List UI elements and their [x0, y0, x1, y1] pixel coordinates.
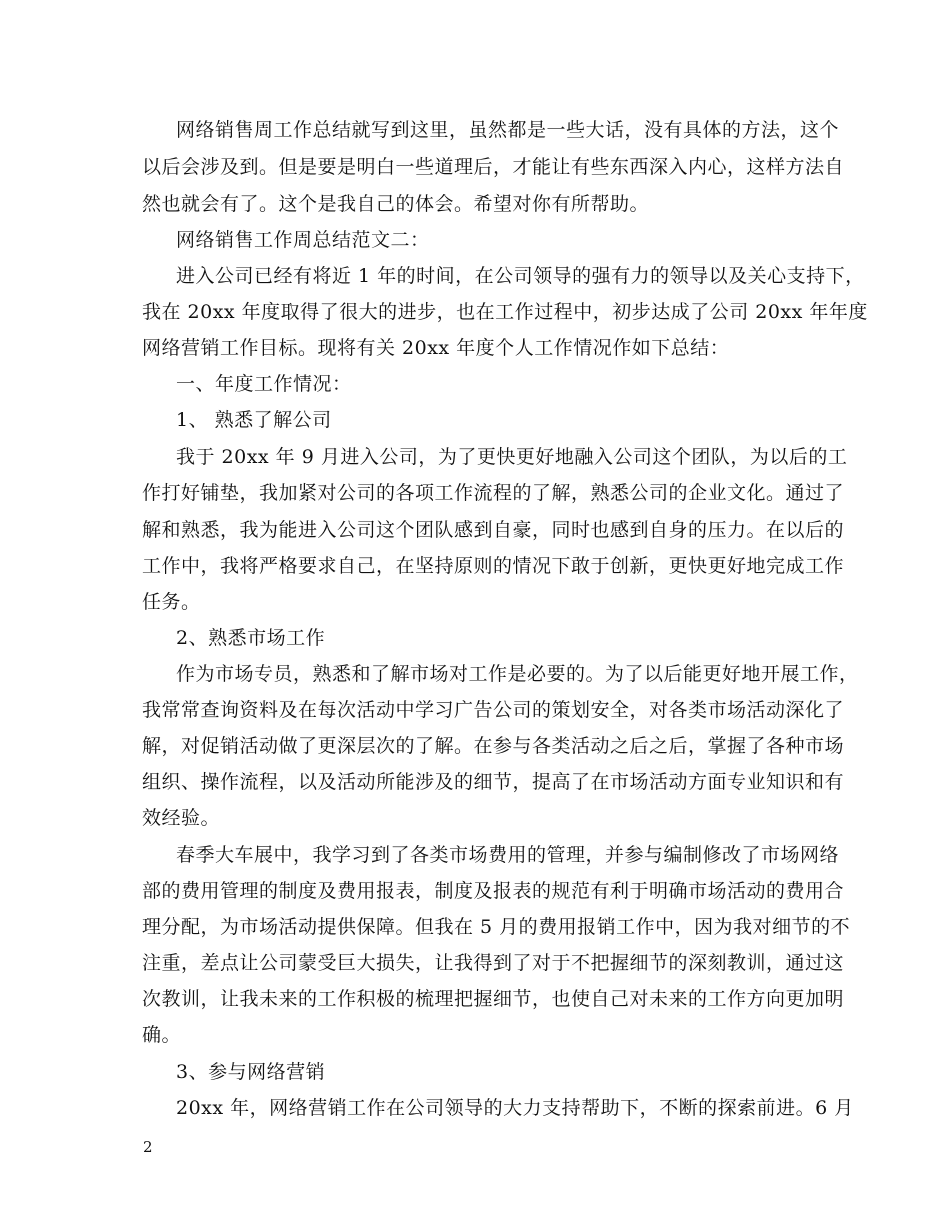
- subsection-heading: 1、 熟悉了解公司: [176, 409, 332, 431]
- subsection-heading: 3、参与网络营销: [176, 1061, 326, 1083]
- paragraph-line: 我常常查询资料及在每次活动中学习广告公司的策划安全，对各类市场活动深化了: [142, 699, 845, 721]
- paragraph-line: 春季大车展中，我学习到了各类市场费用的管理，并参与编制修改了市场网络: [176, 844, 840, 866]
- paragraph-line: 我在 20xx 年度取得了很大的进步，也在工作过程中，初步达成了公司 20xx 年年度: [142, 301, 868, 323]
- paragraph-line: 作为市场专员，熟悉和了解市场对工作是必要的。为了以后能更好地开展工作，: [176, 663, 859, 685]
- paragraph-line: 进入公司已经有将近 1 年的时间，在公司领导的强有力的领导以及关心支持下，: [176, 265, 865, 287]
- paragraph-line: 解和熟悉，我为能进入公司这个团队感到自豪，同时也感到自身的压力。在以后的: [142, 519, 845, 541]
- page-number: 2: [143, 1138, 153, 1156]
- paragraph-line: 然也就会有了。这个是我自己的体会。希望对你有所帮助。: [142, 193, 650, 215]
- paragraph-line: 解，对促销活动做了更深层次的了解。在参与各类活动之后之后，掌握了各种市场: [142, 735, 845, 757]
- subsection-heading: 2、熟悉市场工作: [176, 627, 326, 649]
- section-heading: 网络销售工作周总结范文二：: [176, 229, 430, 251]
- paragraph-line: 工作中，我将严格要求自己，在坚持原则的情况下敢于创新，更快更好地完成工作: [142, 555, 845, 577]
- paragraph-line: 部的费用管理的制度及费用报表，制度及报表的规范有利于明确市场活动的费用合: [142, 880, 845, 902]
- paragraph-line: 确。: [142, 1024, 182, 1046]
- paragraph-line: 以后会涉及到。但是要是明白一些道理后，才能让有些东西深入内心，这样方法自: [142, 156, 845, 178]
- paragraph-line: 作打好铺垫，我加紧对公司的各项工作流程的了解，熟悉公司的企业文化。通过了: [142, 482, 845, 504]
- paragraph-line: 效经验。: [142, 807, 221, 829]
- paragraph-line: 注重，差点让公司蒙受巨大损失，让我得到了对于不把握细节的深刻教训，通过这: [142, 952, 845, 974]
- paragraph-line: 理分配，为市场活动提供保障。但我在 5 月的费用报销工作中，因为我对细节的不: [142, 916, 851, 938]
- paragraph-line: 组织、操作流程，以及活动所能涉及的细节，提高了在市场活动方面专业知识和有: [142, 771, 845, 793]
- paragraph-line: 我于 20xx 年 9 月进入公司，为了更快更好地融入公司这个团队，为以后的工: [176, 446, 848, 468]
- paragraph-line: 任务。: [142, 591, 201, 613]
- paragraph-line: 网络营销工作目标。现将有关 20xx 年度个人工作情况作如下总结：: [142, 337, 730, 359]
- paragraph-line: 网络销售周工作总结就写到这里，虽然都是一些大话，没有具体的方法，这个: [176, 119, 840, 141]
- paragraph-line: 20xx 年，网络营销工作在公司领导的大力支持帮助下，不断的探索前进。6 月: [176, 1097, 854, 1119]
- paragraph-line: 次教训，让我未来的工作积极的梳理把握细节，也使自己对未来的工作方向更加明: [142, 988, 845, 1010]
- section-heading: 一、年度工作情况：: [176, 373, 352, 395]
